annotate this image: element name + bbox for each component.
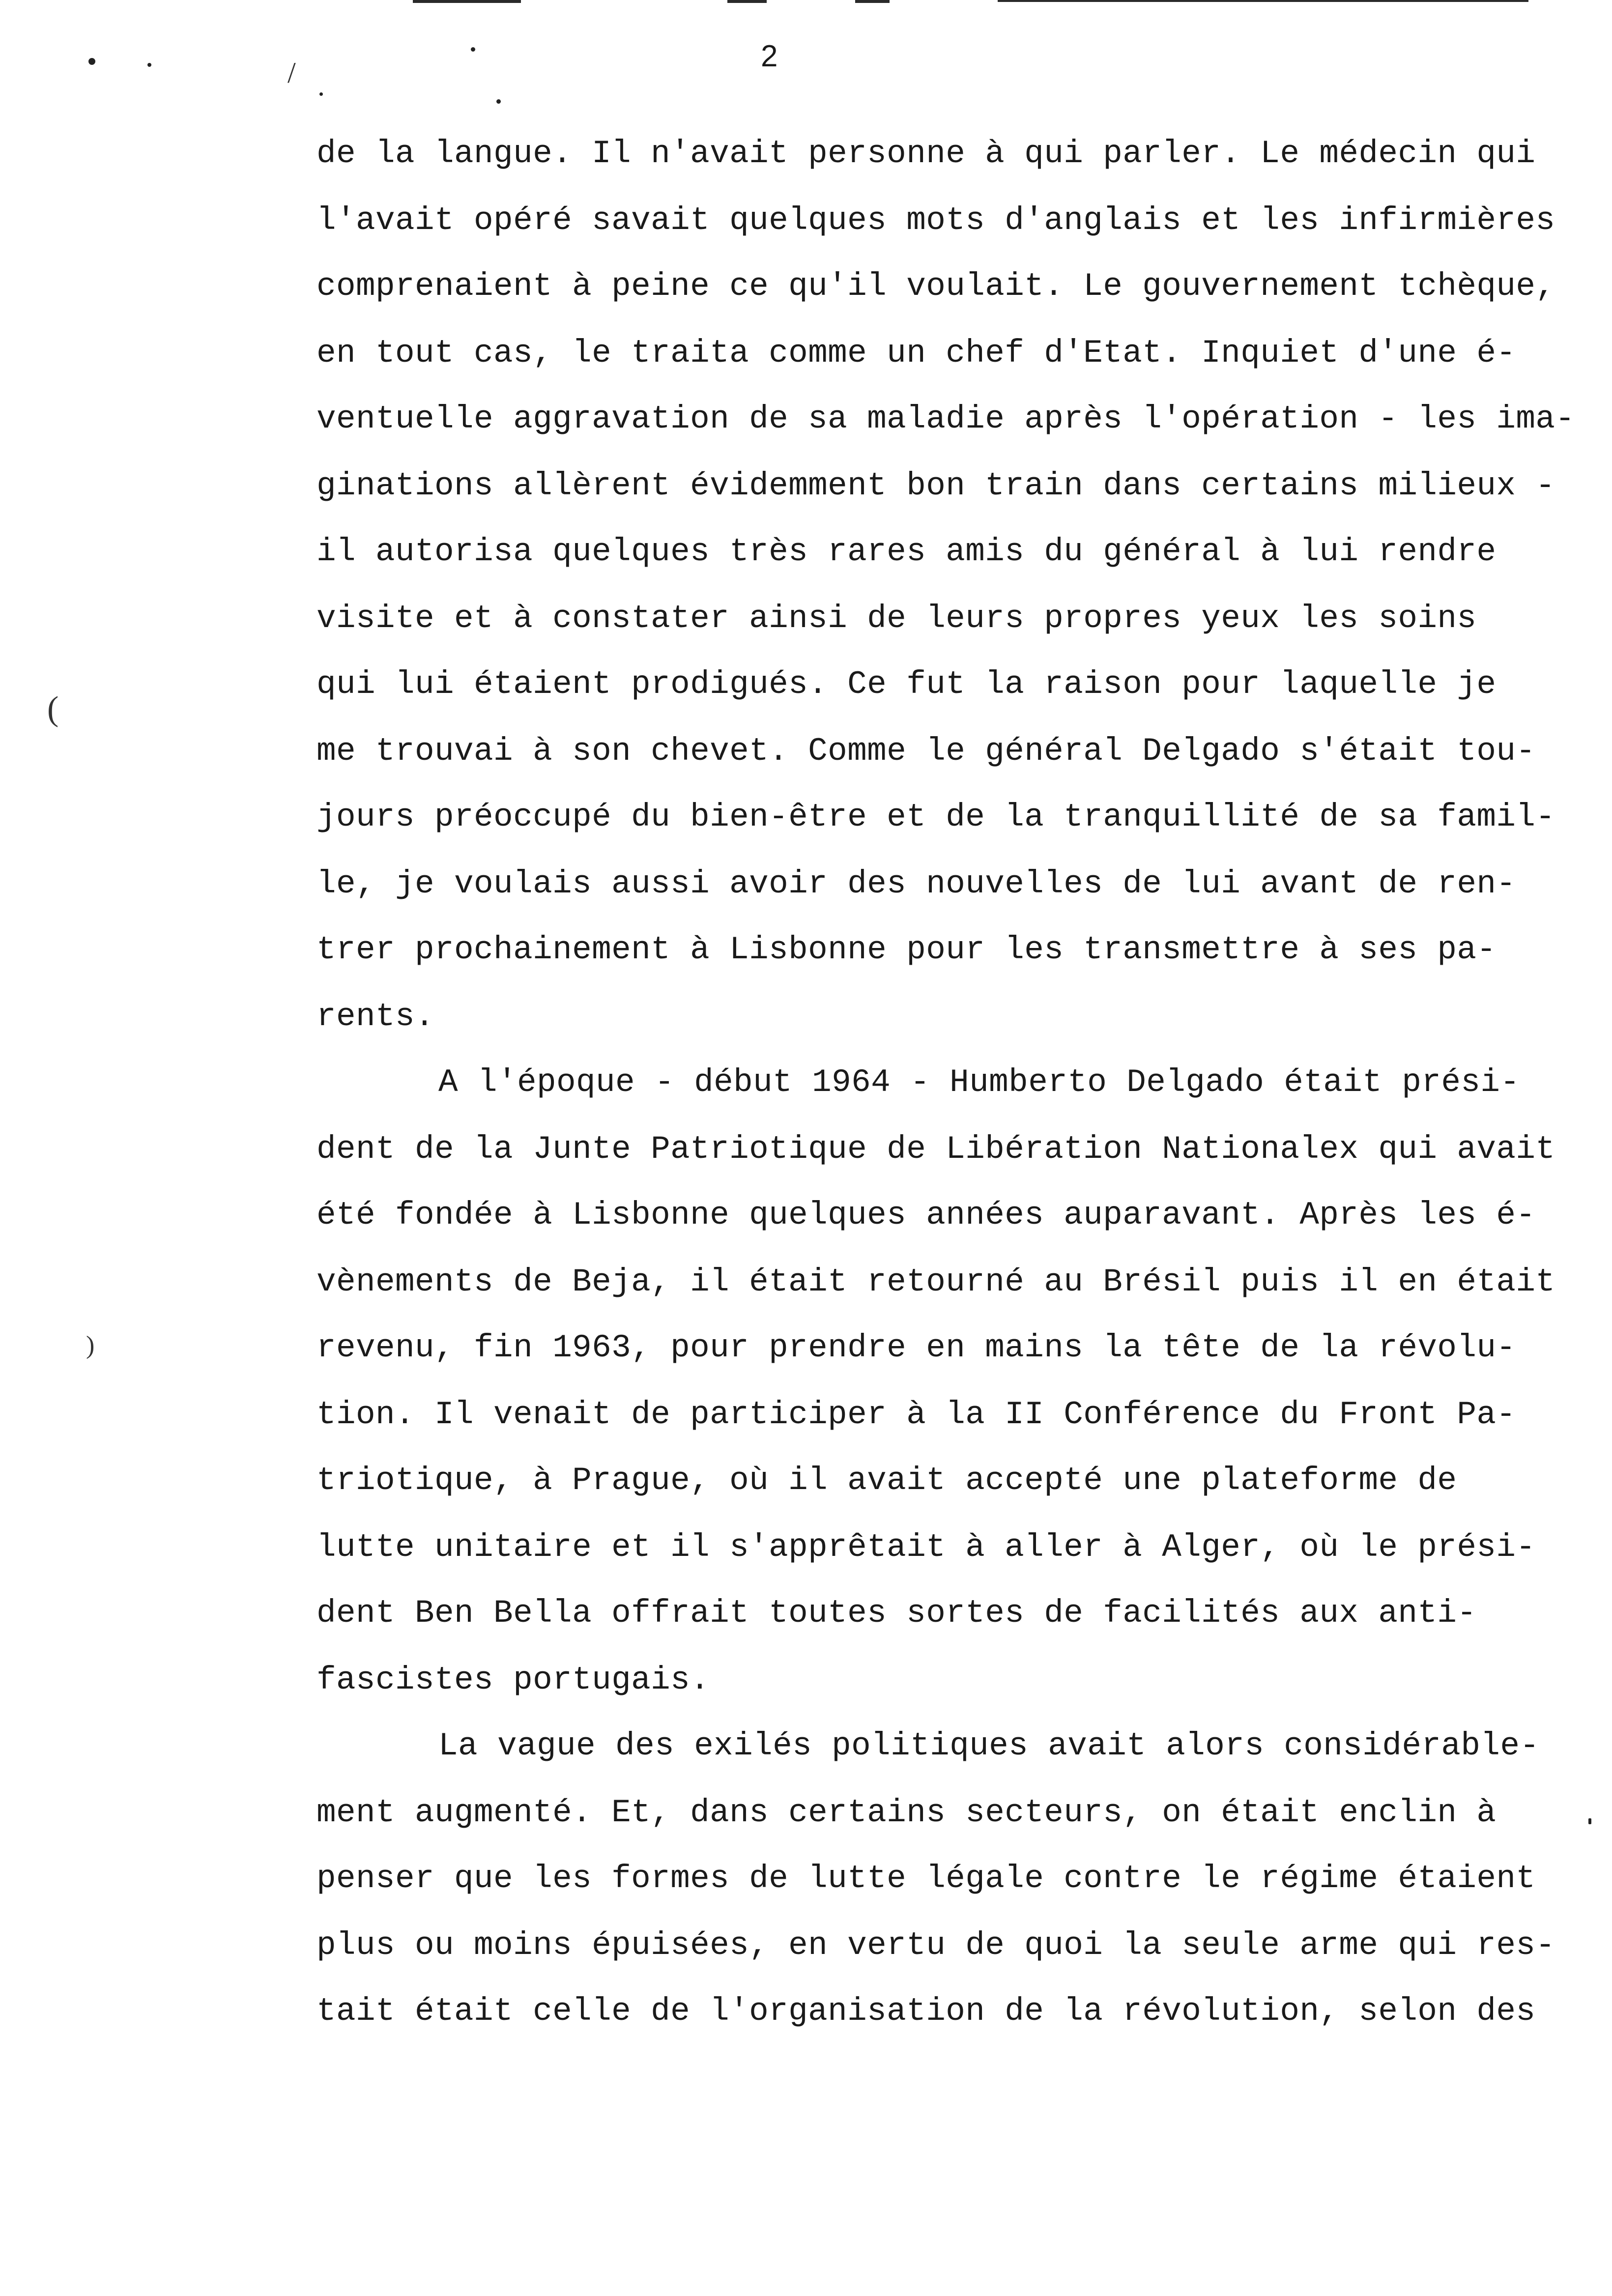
scan-speck <box>319 92 323 96</box>
text-line: triotique, à Prague, où il avait accepté une plateforme de <box>317 1462 1457 1499</box>
text-line: revenu, fin 1963, pour prendre en mains la tête de la révolu- <box>317 1329 1516 1366</box>
page-number: 2 <box>761 39 778 73</box>
top-edge-rule <box>855 0 890 3</box>
text-line: plus ou moins épuisées, en vertu de quoi la seule arme qui res- <box>317 1927 1555 1964</box>
text-line: penser que les formes de lutte légale contre le régime étaient <box>317 1860 1536 1897</box>
text-line: vènements de Beja, il était retourné au Brésil puis il en était <box>317 1263 1555 1300</box>
paragraph-first-line: A l'époque - début 1964 - Humberto Delgado était prési- <box>438 1064 1520 1101</box>
text-line: jours préoccupé du bien-être et de la tranquillité de sa famil- <box>317 799 1555 835</box>
hole-punch-mark: ) <box>86 1331 95 1359</box>
text-line: en tout cas, le traita comme un chef d'Etat. Inquiet d'une é- <box>317 335 1516 372</box>
text-line: lutte unitaire et il s'apprêtait à aller à Alger, où le prési- <box>317 1529 1536 1566</box>
text-line: tait était celle de l'organisation de la révolution, selon des <box>317 1993 1536 2030</box>
text-line: ventuelle aggravation de sa maladie après l'opération - les ima- <box>317 401 1575 437</box>
text-line: tion. Il venait de participer à la II Conférence du Front Pa- <box>317 1396 1516 1433</box>
text-line: l'avait opéré savait quelques mots d'anglais et les infirmières <box>317 202 1555 239</box>
text-line: trer prochainement à Lisbonne pour les transmettre à ses pa- <box>317 931 1497 968</box>
hole-punch-mark: ( <box>47 690 59 728</box>
paragraph-first-line: La vague des exilés politiques avait alors considérable- <box>438 1727 1540 1764</box>
text-line: comprenaient à peine ce qu'il voulait. Le gouvernement tchèque, <box>317 268 1555 305</box>
scan-speck <box>88 58 95 65</box>
text-line: visite et à constater ainsi de leurs propres yeux les soins <box>317 600 1477 637</box>
scan-speck <box>1588 1818 1591 1824</box>
text-line: ginations allèrent évidemment bon train dans certains milieux - <box>317 467 1555 504</box>
text-line: il autorisa quelques très rares amis du général à lui rendre <box>317 533 1497 570</box>
text-line: été fondée à Lisbonne quelques années auparavant. Après les é- <box>317 1197 1536 1234</box>
scan-speck <box>147 63 151 67</box>
top-edge-rule <box>727 0 767 3</box>
pencil-mark: / <box>288 57 296 89</box>
text-line: de la langue. Il n'avait personne à qui parler. Le médecin qui <box>317 135 1536 172</box>
text-line: ment augmenté. Et, dans certains secteurs, on était enclin à <box>317 1794 1497 1831</box>
text-line: le, je voulais aussi avoir des nouvelles de lui avant de ren- <box>317 865 1516 902</box>
text-line: dent de la Junte Patriotique de Libération Nationalex qui avait <box>317 1131 1555 1168</box>
top-edge-rule <box>998 0 1528 2</box>
text-line: me trouvai à son chevet. Comme le général Delgado s'était tou- <box>317 733 1536 770</box>
text-line: fascistes portugais. <box>317 1662 710 1698</box>
scan-speck <box>471 47 475 52</box>
text-line: rents. <box>317 998 435 1035</box>
scan-speck <box>496 99 501 104</box>
text-line: qui lui étaient prodigués. Ce fut la raison pour laquelle je <box>317 666 1497 703</box>
text-line: dent Ben Bella offrait toutes sortes de facilités aux anti- <box>317 1595 1477 1632</box>
top-edge-rule <box>413 0 521 3</box>
